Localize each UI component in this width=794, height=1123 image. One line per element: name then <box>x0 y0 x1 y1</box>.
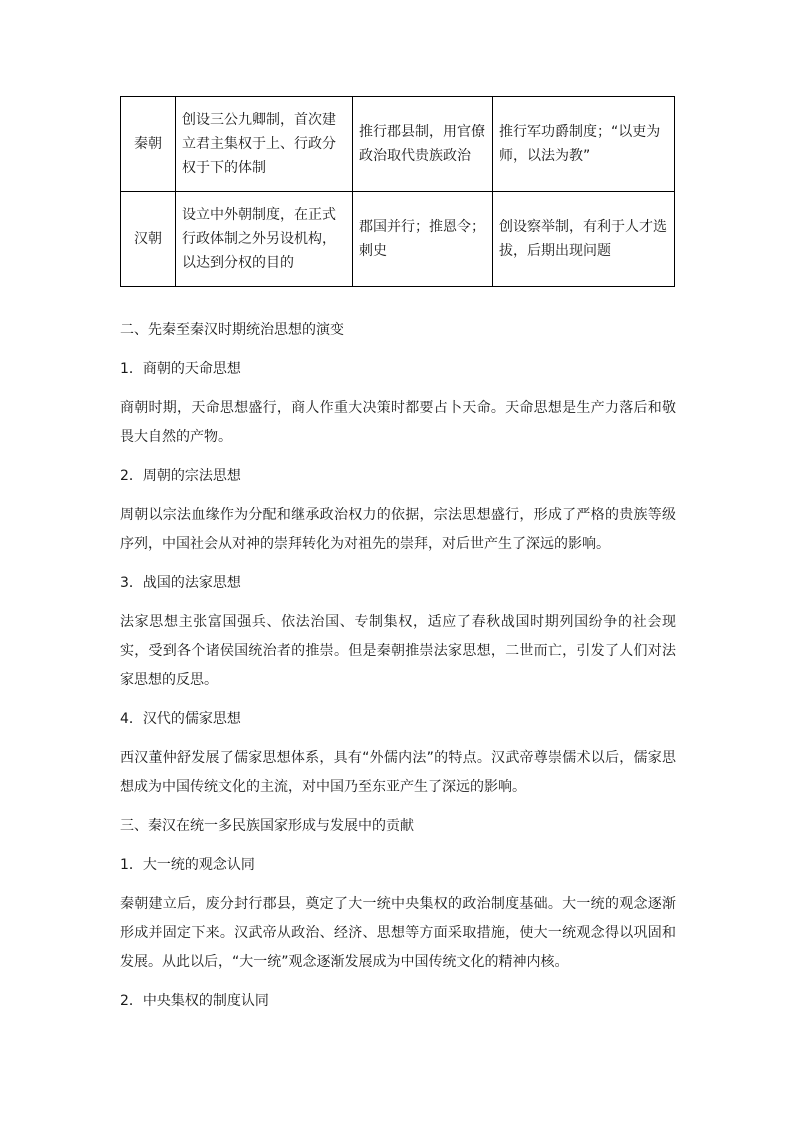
subsection-title: 2．周朝的宗法思想 <box>120 468 241 484</box>
local-system-cell: 郡国并行；推恩令；刺史 <box>353 192 493 287</box>
dynasty-system-table <box>120 96 675 287</box>
dynasty-cell: 秦朝 <box>121 97 176 192</box>
subsection-title: 2．中央集权的制度认同 <box>120 993 269 1009</box>
paragraph: 西汉董仲舒发展了儒家思想体系，具有“外儒内法”的特点。汉武帝尊崇儒术以后，儒家思想成为中国传统文化的主流，对中国乃至东亚产生了深远的影响。 <box>120 750 676 795</box>
selection-system-cell: 创设察举制，有利于人才选拔，后期出现问题 <box>493 192 675 287</box>
selection-system-cell: 推行军功爵制度；“以吏为师，以法为教” <box>493 97 675 192</box>
subsection-title: 1．商朝的天命思想 <box>120 361 241 377</box>
table-row <box>121 192 675 287</box>
local-system-cell: 推行郡县制，用官僚政治取代贵族政治 <box>353 97 493 192</box>
central-system-cell: 设立中外朝制度，在正式行政体制之外另设机构，以达到分权的目的 <box>176 192 353 287</box>
table-row <box>121 97 675 192</box>
paragraph: 法家思想主张富国强兵、依法治国、专制集权，适应了春秋战国时期列国纷争的社会现实，受到各个诸侯国统治者的推崇。但是秦朝推崇法家思想，二世而亡，引发了人们对法家思想的反思。 <box>120 614 676 688</box>
subsection-title: 3．战国的法家思想 <box>120 575 241 591</box>
central-system-cell: 创设三公九卿制，首次建立君主集权于上、行政分权于下的体制 <box>176 97 353 192</box>
paragraph: 商朝时期，天命思想盛行，商人作重大决策时都要占卜天命。天命思想是生产力落后和敬畏大自然的产物。 <box>120 400 676 445</box>
document-body <box>120 316 676 1016</box>
paragraph: 秦朝建立后，废分封行郡县，奠定了大一统中央集权的政治制度基础。大一统的观念逐渐形成并固定下来。汉武帝从政治、经济、思想等方面采取措施，使大一统观念得以巩固和发展。从此以后，“大一统”观念逐渐发展成为中国传统文化的精神内核。 <box>120 896 676 970</box>
paragraph: 周朝以宗法血缘作为分配和继承政治权力的依据，宗法思想盛行，形成了严格的贵族等级序列，中国社会从对神的崇拜转化为对祖先的崇拜，对后世产生了深远的影响。 <box>120 507 676 552</box>
dynasty-cell: 汉朝 <box>121 192 176 287</box>
section-heading: 三、秦汉在统一多民族国家形成与发展中的贡献 <box>120 818 414 834</box>
section-heading: 二、先秦至秦汉时期统治思想的演变 <box>120 322 344 338</box>
subsection-title: 4．汉代的儒家思想 <box>120 711 241 727</box>
subsection-title: 1．大一统的观念认同 <box>120 857 255 873</box>
